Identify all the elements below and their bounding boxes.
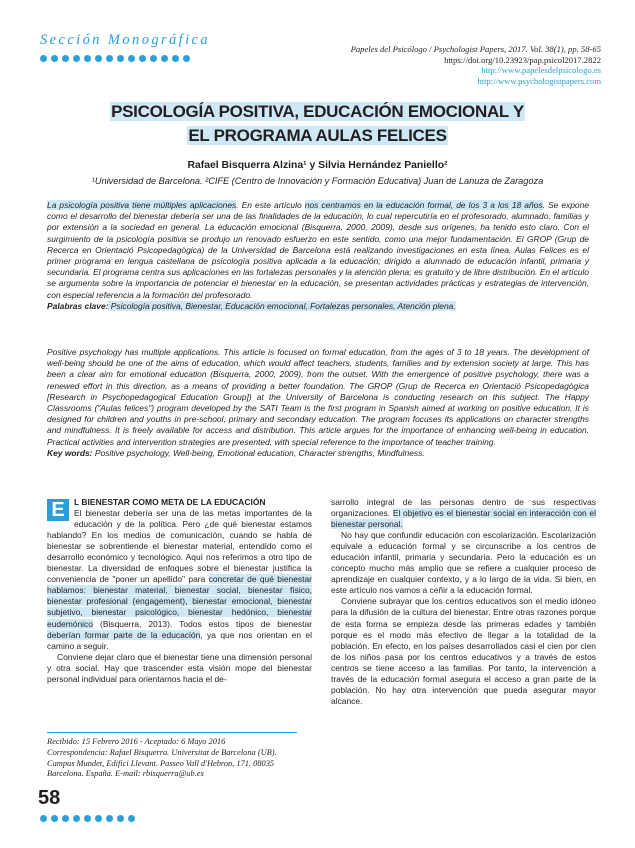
affiliation: ¹Universidad de Barcelona. ²CIFE (Centro de Innovación y Formación Educativa) Juan de Lanuza de Zaragoza bbox=[91, 176, 544, 186]
abstract-es-text-1: . En este artículo bbox=[236, 200, 305, 210]
body-column-right bbox=[331, 497, 596, 707]
r1-highlight: El objetivo es el bienestar social en interacción con el bienestar personal. bbox=[331, 508, 596, 530]
abstract-es-text-2: . Se expone como el desarrollo del bienestar debería ser una de las finalidades de la educación, lo cual repercutiría en el profesorado, alumnado, familias y por extensión a la sociedad en general. La educación emocional (Bisquerra, 2000, 2009), desde sus orígenes, ha tenido esto claro. Con el surgimiento de la psicología positiva se produjo un renovado esfuerzo en este sentido, como una mejor fundamentación. El GROP (Grup de Recerca en Orientació Psicopedagògica) de la Universidad de Barcelona está realizando investigaciones en esta línea. Aulas Felices es el primer programa en lengua castellana de psicología positiva aplicada a la educación; dirigido a alumnado de educación infantil, primaria y secundaria. El programa centra sus aplicaciones en las fortalezas personales y la atención plena; es gratuito y de libre distribución. En el artículo se argumenta sobre la importancia de potenciar el bienestar en la educación, se presentan actividades prácticas y estrategias de intervención, con especial referencia a la formación del profesorado. bbox=[47, 200, 590, 300]
paragraph-r2: No hay que confundir educación con escolarización. Escolarización equivale a educación formal y se circunscribe a los centros de educación infantil, primaria y secundaria. Pero la educación es un concepto mucho más amplio que se refiere a cualquier proceso de aprendizaje en cualquier contexto, y a lo largo de la vida. Si bien, en este artículo nos vamos a ceñir a la educación formal. bbox=[331, 530, 596, 596]
correspondence: Correspondencia: Rafael Bisquerra. Universitat de Barcelona (UB). Campus Mundet, Edifici Llevant. Passeo Vall d'Hebron, 171. 08035 Barcelona. España. E-mail: rbisquerra@ub.es bbox=[47, 747, 277, 779]
title-line-2: EL PROGRAMA AULAS FELICES bbox=[188, 126, 447, 145]
paragraph-intro bbox=[47, 497, 312, 652]
keywords-es-label: Palabras clave: bbox=[47, 300, 109, 311]
abstract-en-text: Positive psychology has multiple applications. This article is focused on formal education, from the ages of 3 to 18 years. The development of well-being should be one of the aims of education, which would affect teachers, students, families and by extension society at large. This has been a clear aim for emotional education (Bisquerra, 2000, 2009), from the outset. With the emergence of positive psychology, there was a renewed effort in this direction, as a means of providing a better foundation. The GROP (Grup de Recerca en Orientació Psicopedagògica [Research in Psychopedagogical Education Group]) at the University of Barcelona is conducting research on this subject. The Happy Classrooms ("Aulas felices") program developed by the SATI Team is the first program in Spanish aimed at working on positive education. It is designed for children and youths in pre-school, primary and secondary education. The program focuses its applications on character strengths and mindfulness. It is freely available for access and distribution. This article argues for the importance of enhancing well-being in education. Practical activities and intervention strategies are presented, with special reference to the importance of teacher training. bbox=[47, 347, 589, 447]
doi-link[interactable]: https://doi.org/10.23923/pap.psicol2017.2822 bbox=[444, 54, 601, 65]
section-dots-decoration bbox=[40, 55, 190, 62]
authors: Rafael Bisquerra Alzina¹ y Silvia Hernández Paniello² bbox=[187, 160, 448, 171]
abstract-es-highlight-1: La psicología positiva tiene múltiples aplicaciones bbox=[47, 200, 237, 210]
p1-text-a: El bienestar debería ser una de las metas importantes de la educación y de la política. Pero ¿de qué bienestar estamos hablando? En los medios de comunicación, cuando se habla de bienestar se sobrentiende el bienestar material, entendido como el desarrollo económico y tecnológico. Aquí nos referimos a otro tipo de bienestar. La diversidad de enfoques sobre el bienestar justifica la conveniencia de "poner un apellido" para bbox=[47, 508, 312, 585]
received-footnote bbox=[47, 732, 297, 780]
journal-url-en[interactable]: http://www.psychologistpapers.com bbox=[477, 75, 601, 86]
drop-cap: E bbox=[47, 499, 69, 521]
abstract-es-highlight-2: nos centramos en la educación formal, de los 3 a los 18 años bbox=[304, 200, 543, 210]
footer-dots-decoration bbox=[40, 815, 135, 822]
paragraph-r3: Conviene subrayar que los centros educativos son el medio idóneo para la difusión de la cultura del bienestar. Entre otras razones porque de esta forma se empieza desde las primeras edades y también porque es el modo más efectivo de llegar a la totalidad de la población. En efecto, en los países desarrollados casi el cien por cien de los niños pasa por los centros educativos y a través de estos centros se tiene acceso a las familias. Por tanto, la intervención a través de la educación formal asegura el acceso a gran parte de la población. No hay otra intervención que pueda asegurar mayor alcance. bbox=[331, 596, 596, 706]
body-column-left bbox=[47, 497, 312, 685]
abstract-english bbox=[47, 347, 589, 459]
p1-highlight: concretar de qué bienestar hablamos: bienestar material, bienestar social, bienestar físico, bienestar profesional (engagement), bienestar emocional, bienestar subjetivo, bienestar psicológico, bienestar hedónico, bienestar eudemónico bbox=[47, 574, 312, 629]
journal-url-es[interactable]: http://www.papelesdelpsicologo.es bbox=[481, 65, 601, 76]
keywords-es: Psicología positiva, Bienestar, Educación emocional, Fortalezas personales, Atención plena. bbox=[108, 300, 456, 311]
received-dates: Recibido: 15 Febrero 2016 - Aceptado: 6 Mayo 2016 bbox=[47, 737, 226, 746]
r1-text: sarrollo integral de las personas dentro de sus respectivas organizaciones. bbox=[331, 497, 596, 519]
journal-citation: Papeles del Psicólogo / Psychologist Papers, 2017. Vol. 38(1), pp. 58-65 bbox=[350, 44, 601, 54]
section-label: Sección Monográfica bbox=[40, 32, 211, 48]
abstract-spanish bbox=[47, 200, 589, 312]
keywords-en: Positive psychology, Well-being, Emotional education, Character strengths, Mindfulness. bbox=[92, 447, 425, 458]
keywords-en-label: Key words: bbox=[47, 447, 93, 458]
article-title bbox=[90, 100, 545, 148]
section-heading: L BIENESTAR COMO META DE LA EDUCACIÓN bbox=[74, 497, 266, 507]
title-line-1: PSICOLOGÍA POSITIVA, EDUCACIÓN EMOCIONAL Y bbox=[111, 102, 524, 121]
p1-text-b: (Bisquerra, 2013). Todos estos tipos de bienestar bbox=[92, 618, 312, 629]
p1-highlight-2: deberían formar parte de la educación bbox=[47, 629, 201, 640]
p1-text-c: , ya que nos orientan en el camino a seguir. bbox=[47, 629, 312, 651]
page-number: 58 bbox=[38, 787, 61, 809]
paragraph-r1 bbox=[331, 497, 596, 530]
paragraph-2: Conviene dejar claro que el bienestar tiene una dimensión personal y otra social. Hay que trascender esta visión mope del bienestar personal individual para orientarnos hacia el de- bbox=[47, 651, 312, 684]
journal-header bbox=[281, 44, 601, 86]
